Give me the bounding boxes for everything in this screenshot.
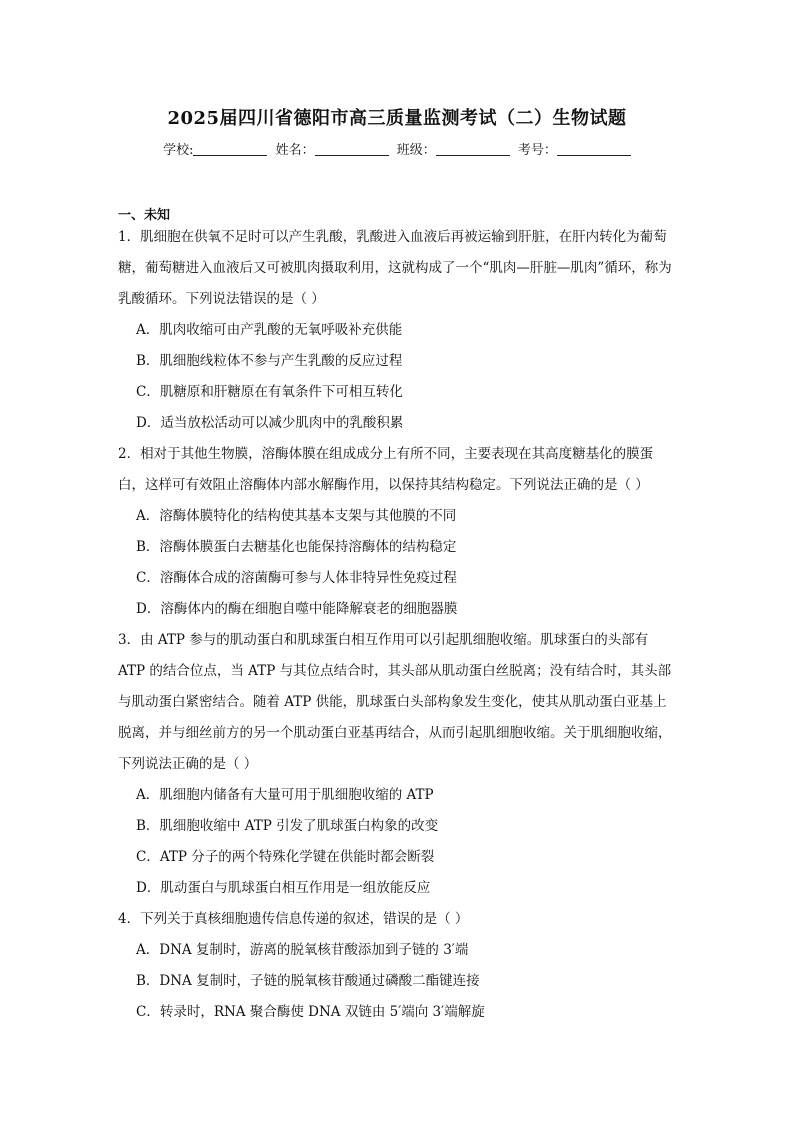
option-b: B．DNA 复制时，子链的脱氧核苷酸通过磷酸二酯键连接: [136, 973, 480, 989]
option-d: D．适当放松活动可以减少肌肉中的乳酸积累: [136, 415, 404, 431]
question-3: [118, 625, 678, 904]
name-label: 姓名：: [275, 143, 315, 158]
page-title: 2025届四川省德阳市高三质量监测考试（二）生物试题: [167, 108, 627, 129]
question-2: [118, 439, 678, 625]
option-b: B．肌细胞线粒体不参与产生乳酸的反应过程: [136, 353, 403, 369]
question-stem: 2．相对于其他生物膜，溶酶体膜在组成成分上有所不同，主要表现在其高度糖基化的膜蛋白，这样可有效阻止溶酶体内部水解酶作用，以保持其结构稳定。下列说法正确的是（ ）: [118, 446, 654, 493]
option-a: A．溶酶体膜特化的结构使其基本支架与其他膜的不同: [136, 508, 457, 524]
question-1: [118, 222, 678, 439]
school-field[interactable]: [163, 139, 267, 158]
option-c: C．溶酶体合成的溶菌酶可参与人体非特异性免疫过程: [136, 570, 457, 586]
option-a: A．DNA 复制时，游离的脱氧核苷酸添加到子链的 3′端: [136, 942, 469, 958]
exam-number-label: 考号：: [517, 143, 557, 158]
option-a: A．肌细胞内储备有大量可用于肌细胞收缩的 ATP: [136, 787, 434, 803]
exam-number-blank: [557, 142, 631, 156]
option-c: C．ATP 分子的两个特殊化学键在供能时都会断裂: [136, 849, 435, 865]
option-b: B．肌细胞收缩中 ATP 引发了肌球蛋白构象的改变: [136, 818, 439, 834]
exam-number-field[interactable]: [518, 139, 631, 158]
option-b: B．溶酶体膜蛋白去糖基化也能保持溶酶体的结构稳定: [136, 539, 457, 555]
option-a: A．肌肉收缩可由产乳酸的无氧呼吸补充供能: [136, 322, 403, 338]
question-stem: 4．下列关于真核细胞遗传信息传递的叙述，错误的是（ ）: [118, 911, 469, 927]
option-d: D．肌动蛋白与肌球蛋白相互作用是一组放能反应: [136, 880, 431, 896]
option-d: D．溶酶体内的酶在细胞自噬中能降解衰老的细胞器膜: [136, 601, 458, 617]
question-list: [118, 222, 678, 1028]
option-c: C．转录时，RNA 聚合酶使 DNA 双链由 5′端向 3′端解旋: [136, 1004, 485, 1020]
class-field[interactable]: [397, 139, 510, 158]
question-4: [118, 904, 678, 1028]
school-blank: [193, 142, 267, 156]
class-blank: [436, 142, 510, 156]
section-heading: 一、未知: [118, 208, 171, 223]
school-label: 学校:: [163, 143, 194, 158]
question-stem: 1．肌细胞在供氧不足时可以产生乳酸，乳酸进入血液后再被运输到肝脏，在肝内转化为葡萄糖，葡萄糖进入血液后又可被肌肉摄取利用，这就构成了一个“肌肉—肝脏—肌肉”循环，称为乳酸循环。下列说法错误的是（ ）: [118, 229, 672, 307]
question-stem: 3．由 ATP 参与的肌动蛋白和肌球蛋白相互作用可以引起肌细胞收缩。肌球蛋白的头部有 ATP 的结合位点，当 ATP 与其位点结合时，其头部从肌动蛋白丝脱离；没有结合时，其头部与肌动蛋白紧密结合。随着 ATP 供能，肌球蛋白头部构象发生变化，使其从肌动蛋白亚基上脱离，并与细丝前方的另一个肌动蛋白亚基再结合，从而引起肌细胞收缩。关于肌细胞收缩，下列说法正确的是（ ）: [118, 632, 672, 772]
student-info-line: [0, 139, 794, 158]
option-c: C．肌糖原和肝糖原在有氧条件下可相互转化: [136, 384, 403, 400]
name-blank: [315, 142, 389, 156]
class-label: 班级：: [396, 143, 436, 158]
name-field[interactable]: [276, 139, 389, 158]
